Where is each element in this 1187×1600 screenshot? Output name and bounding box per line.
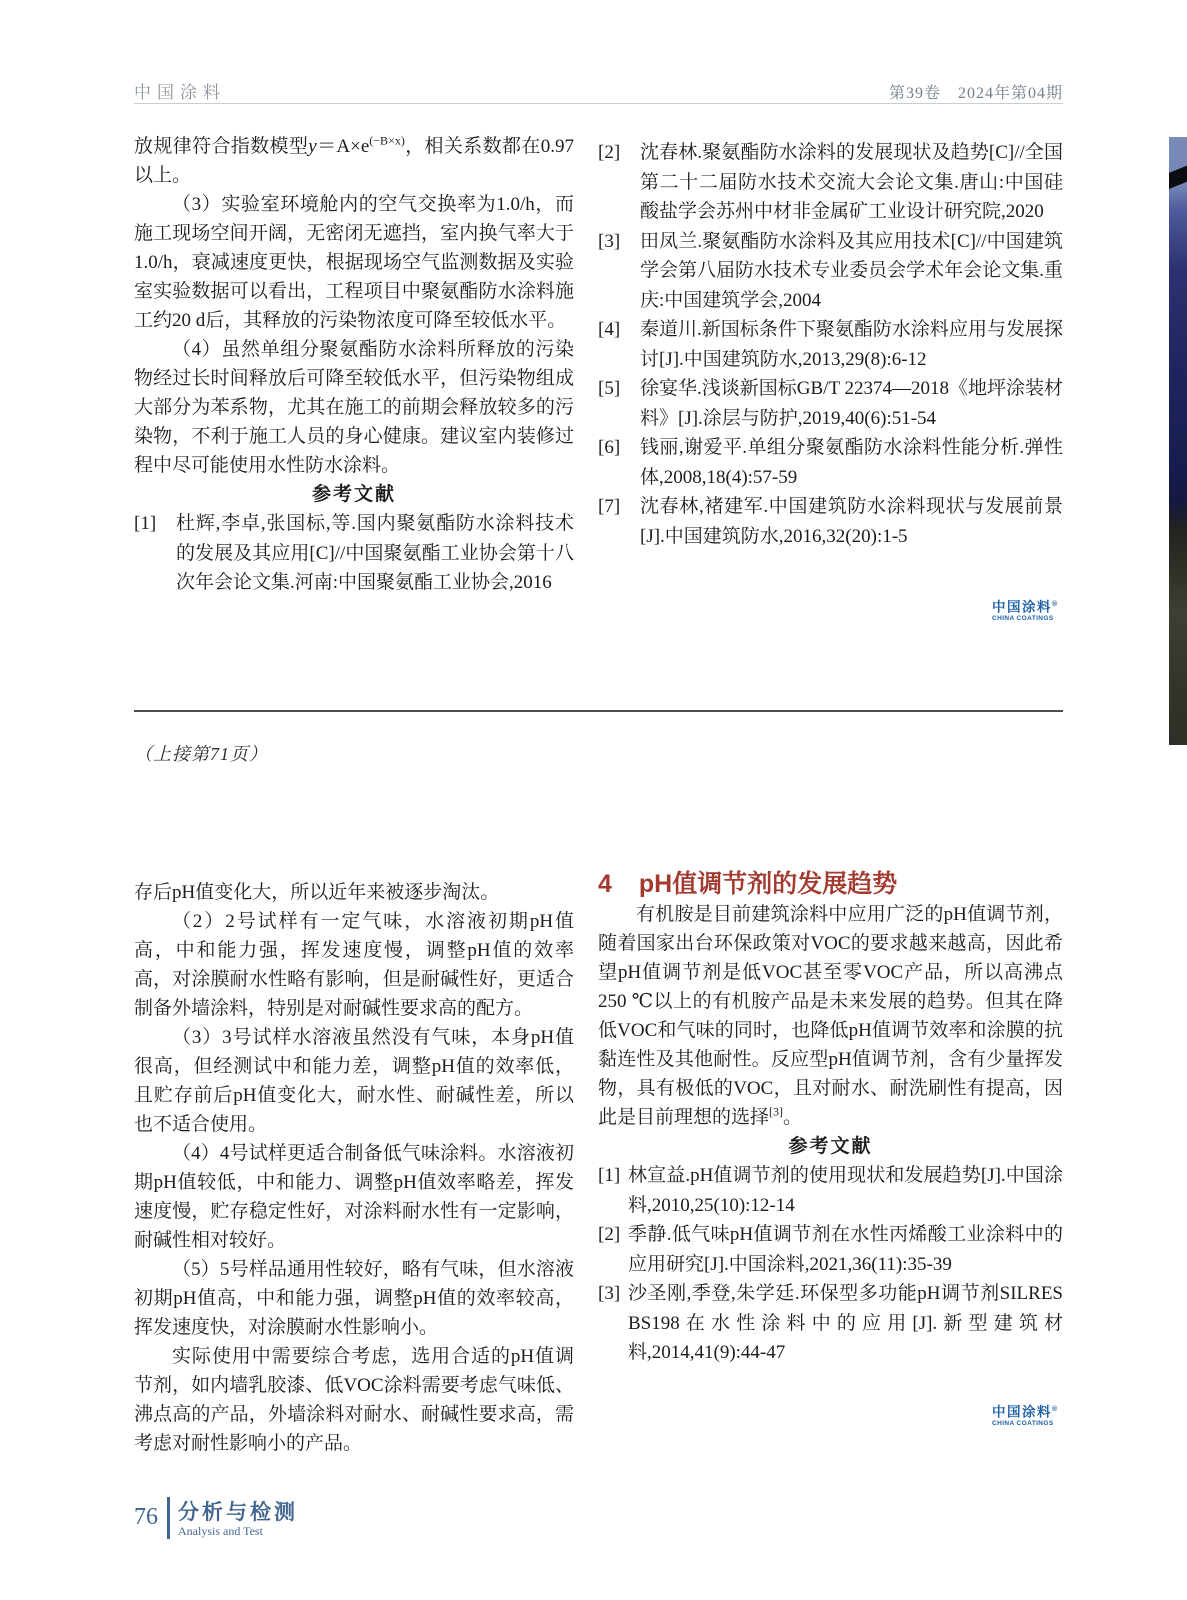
section-divider xyxy=(134,710,1063,712)
reference-item xyxy=(598,315,1063,374)
top-left-column xyxy=(134,132,574,598)
china-coatings-logo xyxy=(992,1403,1062,1428)
bottom-right-column xyxy=(598,868,1063,1368)
header-rule xyxy=(134,103,1063,104)
bottom-left-column xyxy=(134,878,574,1458)
paragraph-text: 有机胺是目前建筑涂料中应用广泛的pH值调节剂，随着国家出台环保政策对VOC的要求越来越高，因此希望pH值调节剂是低VOC甚至零VOC产品，所以高沸点250 ℃以上的有机胺产品是未来发展的趋势。但其在降低VOC和气味的同时，也降低pH值调节效率和涂膜的抗黏连性及其他耐性。反应型pH值调节剂，含有少量挥发物，具有极低的VOC，且对耐水、耐洗刷性有提高，因此是目前理想的选择 xyxy=(598,904,1063,1128)
paragraph: （4）虽然单组分聚氨酯防水涂料所释放的污染物经过长时间释放后可降至较低水平，但污染物组成大部分为苯系物，尤其在施工的前期会释放较多的污染物，不利于施工人员的身心健康。建议室内装修过程中尽可能使用水性防水涂料。 xyxy=(134,339,574,476)
reference-item xyxy=(598,492,1063,551)
formula-body: ＝A×e xyxy=(316,136,370,157)
section-heading-number: 4 xyxy=(598,870,612,898)
paragraph xyxy=(598,900,1063,1132)
reference-id: [2] xyxy=(598,142,621,163)
footer-page-number: 76 xyxy=(134,1504,158,1530)
registered-mark-icon: ® xyxy=(1052,601,1058,608)
header-issue-info: 第39卷 2024年第04期 xyxy=(888,85,1063,102)
reference-text: 秦道川.新国标条件下聚氨酯防水涂料应用与发展探讨[J].中国建筑防水,2013,29(8):6-12 xyxy=(640,319,1063,370)
section-heading xyxy=(598,868,1063,900)
footer-section-subtitle: Analysis and Test xyxy=(178,1524,263,1538)
reference-item xyxy=(134,509,574,598)
references-heading: 参考文献 xyxy=(788,1136,873,1157)
references-heading: 参考文献 xyxy=(311,484,396,505)
section-heading-text: pH值调节剂的发展趋势 xyxy=(638,870,898,898)
continuation-note: （上接第71页） xyxy=(134,744,268,764)
reference-id: [6] xyxy=(598,437,621,458)
formula-post-text: ，相关系数都在0.97以上。 xyxy=(134,136,574,186)
reference-id: [1] xyxy=(134,513,157,534)
paragraph: （5）5号样品通用性较好，略有气味，但水溶液初期pH值高，中和能力强，调整pH值的效率较高，挥发速度快，对涂膜耐水性影响小。 xyxy=(134,1259,574,1338)
reference-text: 田凤兰.聚氨酯防水涂料及其应用技术[C]//中国建筑学会第八届防水技术专业委员会学术年会论文集.重庆:中国建筑学会,2004 xyxy=(640,230,1063,311)
reference-id: [3] xyxy=(598,230,621,252)
reference-id: [3] xyxy=(598,1283,621,1304)
reference-item xyxy=(598,227,1063,316)
formula-exponent: (−B×x) xyxy=(369,133,405,148)
china-coatings-logo xyxy=(992,598,1062,623)
reference-text: 杜辉,李卓,张国标,等.国内聚氨酯防水涂料技术的发展及其应用[C]//中国聚氨酯工业协会第十八次年会论文集.河南:中国聚氨酯工业协会,2016 xyxy=(176,513,574,593)
reference-id: [2] xyxy=(598,1224,621,1245)
photo-strip-dark-band xyxy=(1169,163,1187,190)
adjacent-page-photo-strip xyxy=(1169,137,1187,745)
logo-cn-label: 中国涂料 xyxy=(992,599,1052,615)
paragraph: （3）实验室环境舱内的空气交换率为1.0/h，而施工现场空间开阔，无密闭无遮挡，室内换气率大于1.0/h，衰减速度更快，根据现场空气监测数据及实验室实验数据可以看出，工程项目中聚氨酯防水涂料施工约20 d后，其释放的污染物浓度可降至较低水平。 xyxy=(134,194,574,331)
footer-divider-bar xyxy=(167,1497,170,1539)
reference-item xyxy=(598,1279,1063,1368)
paragraph: 存后pH值变化大，所以近年来被逐步淘汰。 xyxy=(134,882,500,903)
paragraph: （4）4号试样更适合制备低气味涂料。水溶液初期pH值较低，中和能力、调整pH值效率略差，挥发速度慢，贮存稳定性好，对涂料耐水性有一定影响，耐碱性相对较好。 xyxy=(134,1143,574,1251)
logo-cn-label: 中国涂料 xyxy=(992,1404,1052,1420)
reference-text: 季静.低气味pH值调节剂在水性丙烯酸工业涂料中的应用研究[J].中国涂料,2021,36(11):35-39 xyxy=(628,1224,1063,1275)
paragraph: 实际使用中需要综合考虑，选用合适的pH值调节剂，如内墙乳胶漆、低VOC涂料需要考虑气味低、沸点高的产品，外墙涂料对耐水、耐碱性要求高，需考虑对耐性影响小的产品。 xyxy=(134,1346,574,1454)
reference-text: 林宣益.pH值调节剂的使用现状和发展趋势[J].中国涂料,2010,25(10):12-14 xyxy=(628,1165,1063,1216)
reference-id: [1] xyxy=(598,1165,621,1186)
reference-text: 沈春林.聚氨酯防水涂料的发展现状及趋势[C]//全国第二十二届防水技术交流大会论文集.唐山:中国硅酸盐学会苏州中材非金属矿工业设计研究院,2020 xyxy=(640,142,1063,222)
reference-item xyxy=(598,1220,1063,1279)
reference-item xyxy=(598,1161,1063,1220)
paragraph-end: 。 xyxy=(783,1107,803,1128)
paragraph: （2）2号试样有一定气味，水溶液初期pH值高，中和能力强，挥发速度慢，调整pH值的效率高，对涂膜耐水性略有影响，但是耐碱性好，更适合制备外墙涂料，特别是对耐碱性要求高的配方。 xyxy=(134,911,574,1019)
header-journal-title: 中国涂料 xyxy=(134,83,226,102)
reference-item xyxy=(598,433,1063,492)
reference-text: 徐宴华.浅谈新国标GB/T 22374—2018《地坪涂装材料》[J].涂层与防护,2019,40(6):51-54 xyxy=(640,378,1063,429)
reference-text: 沈春林,褚建军.中国建筑防水涂料现状与发展前景[J].中国建筑防水,2016,32(20):1-5 xyxy=(640,496,1063,547)
logo-text-en: CHINA COATINGS xyxy=(992,614,1054,622)
citation-superscript: [3] xyxy=(769,1104,784,1119)
reference-id: [4] xyxy=(598,319,621,340)
reference-text: 钱丽,谢爱平.单组分聚氨酯防水涂料性能分析.弹性体,2008,18(4):57-59 xyxy=(640,437,1063,488)
paragraph: （3）3号试样水溶液虽然没有气味，本身pH值很高，但经测试中和能力差，调整pH值的效率低，且贮存前后pH值变化大，耐水性、耐碱性差，所以也不适合使用。 xyxy=(134,1027,574,1135)
paragraph-formula xyxy=(134,132,574,190)
formula-pre-text: 放规律符合指数模型 xyxy=(134,136,309,157)
logo-text-cn xyxy=(992,1403,1062,1420)
logo-text-en: CHINA COATINGS xyxy=(992,1419,1054,1427)
registered-mark-icon: ® xyxy=(1052,1406,1058,1413)
reference-id: [5] xyxy=(598,378,621,399)
reference-id: [7] xyxy=(598,496,621,517)
reference-text: 沙圣刚,季登,朱学廷.环保型多功能pH调节剂SILRES BS198在水性涂料中的应用[J].新型建筑材料,2014,41(9):44-47 xyxy=(628,1283,1063,1363)
formula-variable: y xyxy=(308,136,317,157)
top-right-column xyxy=(598,138,1063,551)
reference-item xyxy=(598,374,1063,433)
reference-item xyxy=(598,138,1063,227)
footer-section-title: 分析与检测 xyxy=(178,1501,298,1524)
logo-text-cn xyxy=(992,598,1062,615)
